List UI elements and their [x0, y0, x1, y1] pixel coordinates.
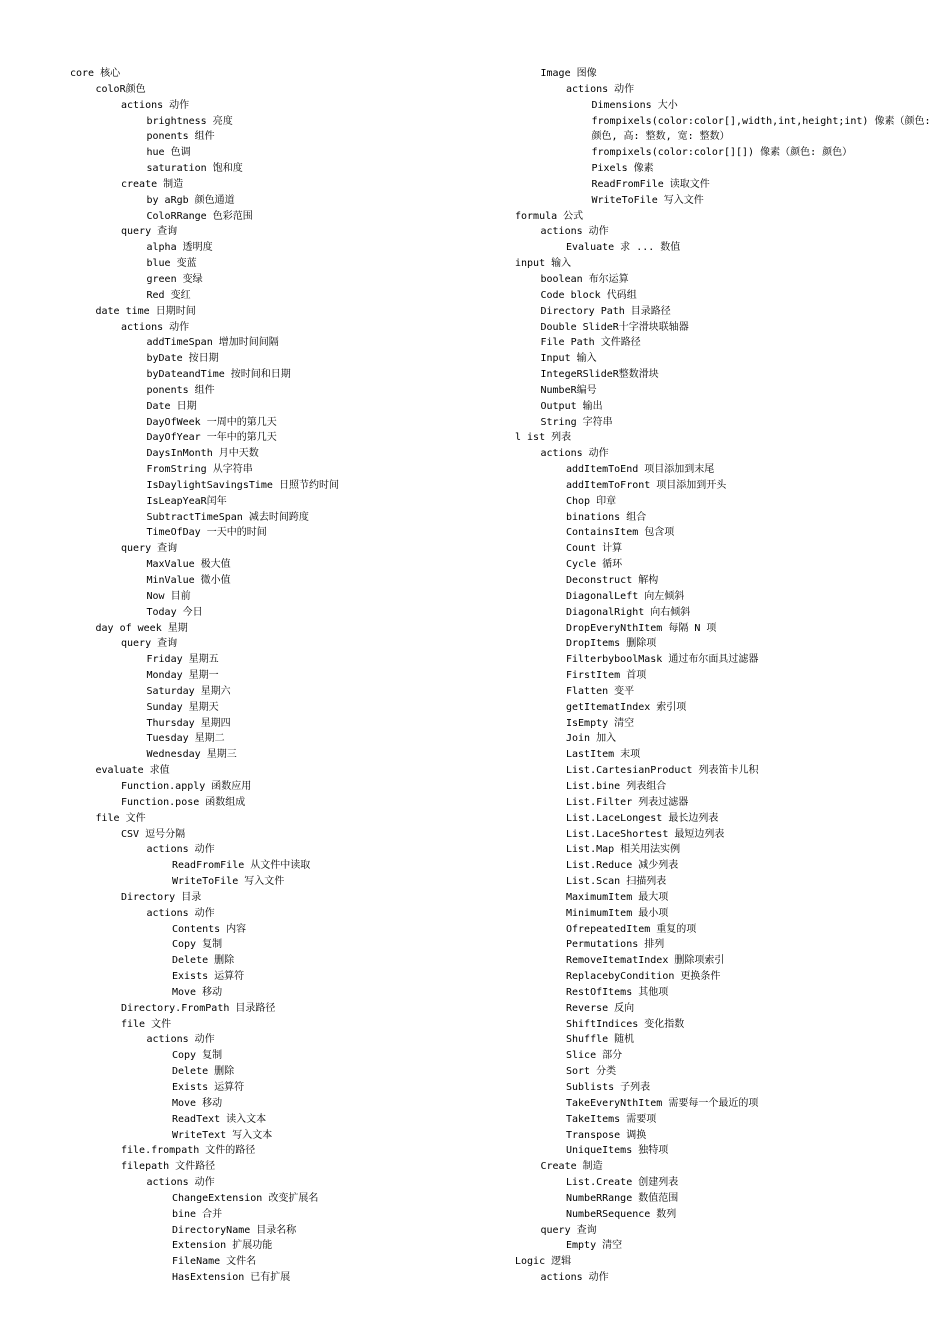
tree-item: RemoveItematIndex 删除项索引: [566, 955, 725, 967]
tree-item: ReadFromFile 从文件中读取: [172, 860, 311, 872]
tree-item: hue 色调: [146, 147, 191, 159]
tree-item: Friday 星期五: [146, 654, 219, 666]
tree-item: Extension 扩展功能: [172, 1240, 273, 1252]
tree-item: Tuesday 星期二: [146, 733, 225, 745]
tree-item: ChangeExtension 改变扩展名: [172, 1192, 319, 1204]
tree-item: Output 输出: [540, 400, 603, 412]
tree-item: MaxValue 极大值: [146, 559, 231, 571]
tree-item: ReplacebyCondition 更换条件: [566, 971, 721, 983]
tree-item: UniqueItems 独特项: [566, 1145, 669, 1157]
tree-item: TakeItems 需要项: [566, 1113, 657, 1125]
tree-item: Now 目前: [146, 590, 191, 602]
tree-item: byDate 按日期: [146, 353, 219, 365]
tree-item: TimeOfDay 一天中的时间: [146, 527, 267, 539]
tree-item: file.frompath 文件的路径: [121, 1145, 256, 1157]
tree-item: Move 移动: [172, 1097, 223, 1109]
tree-item: Exists 运算符: [172, 971, 245, 983]
tree-item: Monday 星期一: [146, 670, 219, 682]
tree-item: List.bine 列表组合: [566, 780, 667, 792]
tree-item: ReadText 读入文本: [172, 1113, 267, 1125]
tree-item: FilterbyboolMask 通过布尔面具过滤器: [566, 654, 759, 666]
tree-item: Join 加入: [566, 733, 617, 745]
tree-item: day of week 星期: [95, 622, 188, 634]
tree-item: List.LaceShortest 最短边列表: [566, 828, 725, 840]
tree-item: List.LaceLongest 最长边列表: [566, 812, 719, 824]
tree-item: boolean 布尔运算: [540, 273, 629, 285]
tree-item: File Path 文件路径: [540, 337, 641, 349]
tree-item: HasExtension 已有扩展: [172, 1272, 291, 1284]
tree-item: getItematIndex 索引项: [566, 701, 687, 713]
tree-item: Red 变红: [146, 289, 191, 301]
tree-item: Copy 复制: [172, 939, 223, 951]
tree-item: Pixels 像素: [591, 163, 654, 175]
tree-item: Evaluate 求 ... 数值: [566, 242, 681, 254]
tree-item: formula 公式: [515, 210, 584, 222]
tree-item: Slice 部分: [566, 1050, 623, 1062]
tree-item: Thursday 星期四: [146, 717, 231, 729]
tree-item: by aRgb 颜色通道: [146, 194, 235, 206]
tree-item: actions 动作: [121, 321, 190, 333]
tree-item: Code block 代码组: [540, 289, 637, 301]
tree-item: Permutations 排列: [566, 939, 665, 951]
tree-item: WriteToFile 写入文件: [591, 194, 704, 206]
tree-item: date time 日期时间: [95, 305, 196, 317]
tree-item: blue 变蓝: [146, 258, 197, 270]
tree-item: IsDaylightSavingsTime 日照节约时间: [146, 479, 339, 491]
tree-item: bine 合并: [172, 1208, 223, 1220]
tree-item: ReadFromFile 读取文件: [591, 178, 710, 190]
tree-item: ponents 组件: [146, 131, 215, 143]
tree-item: Image 图像: [540, 68, 597, 79]
tree-item: filepath 文件路径: [121, 1161, 216, 1173]
tree-item: Directory.FromPath 目录路径: [121, 1002, 276, 1014]
tree-item: evaluate 求值: [95, 765, 170, 777]
right-column: [515, 66, 940, 1286]
tree-item: actions 动作: [566, 83, 635, 95]
tree-item: ColoRRange 色彩范围: [146, 210, 253, 222]
tree-item: 颜色, 高: 整数, 宽: 整数）: [591, 131, 730, 143]
tree-item: l ist 列表: [515, 432, 572, 444]
tree-item: Move 移动: [172, 986, 223, 998]
tree-item: coloR颜色: [95, 83, 146, 95]
tree-item: frompixels(color:color[][]) 像素（颜色: 颜色）: [591, 147, 853, 159]
tree-item: Copy 复制: [172, 1050, 223, 1062]
tree-item: FromString 从字符串: [146, 464, 253, 476]
tree-item: DaysInMonth 月中天数: [146, 448, 259, 460]
tree-item: TakeEveryNthItem 需要每一个最近的项: [566, 1097, 759, 1109]
tree-item: FileName 文件名: [172, 1256, 257, 1268]
tree-item: Create 制造: [540, 1161, 603, 1173]
tree-item: List.Scan 扫描列表: [566, 876, 667, 888]
tree-item: actions 动作: [146, 907, 215, 919]
tree-item: query 查询: [121, 226, 178, 238]
tree-item: Wednesday 星期三: [146, 749, 237, 761]
tree-item: Sublists 子列表: [566, 1082, 651, 1093]
tree-item: List.Create 创建列表: [566, 1177, 679, 1189]
tree-item: Delete 删除: [172, 1066, 235, 1078]
tree-item: Function.apply 函数应用: [121, 780, 252, 792]
tree-item: Saturday 星期六: [146, 685, 231, 697]
tree-item: MaximumItem 最大项: [566, 891, 669, 903]
tree-item: IntegeRSlideR整数滑块: [540, 369, 659, 381]
tree-item: green 变绿: [146, 273, 203, 285]
tree-item: List.Map 相关用法实例: [566, 844, 681, 856]
tree-item: NumbeRRange 数值范围: [566, 1192, 679, 1204]
tree-item: file 文件: [121, 1018, 172, 1030]
tree-item: create 制造: [121, 178, 184, 190]
tree-item: Delete 删除: [172, 955, 235, 967]
tree-item: String 字符串: [540, 416, 613, 428]
tree-item: addItemToEnd 项目添加到末尾: [566, 464, 715, 476]
tree-item: actions 动作: [540, 448, 609, 460]
tree-item: Cycle 循环: [566, 559, 623, 571]
tree-item: Exists 运算符: [172, 1082, 245, 1093]
tree-item: DiagonalLeft 向左倾斜: [566, 590, 685, 602]
tree-item: LastItem 末项: [566, 749, 641, 761]
tree-item: file 文件: [95, 812, 146, 824]
tree-item: Sort 分类: [566, 1066, 617, 1078]
tree-item: brightness 亮度: [146, 115, 233, 127]
tree-item: actions 动作: [146, 1177, 215, 1189]
tree-item: Shuffle 随机: [566, 1034, 635, 1046]
tree-item: addTimeSpan 增加时间间隔: [146, 337, 279, 349]
tree-item: IsLeapYeaR闰年: [146, 495, 227, 507]
tree-item: DiagonalRight 向右倾斜: [566, 606, 691, 618]
tree-item: frompixels(color:color[],width,int,height;int) 像素（颜色:: [591, 115, 931, 127]
tree-item: Flatten 变平: [566, 685, 635, 697]
tree-item: Input 输入: [540, 353, 597, 365]
tree-item: query 查询: [121, 543, 178, 555]
tree-item: Sunday 星期天: [146, 701, 219, 713]
tree-item: List.Reduce 减少列表: [566, 860, 679, 872]
tree-item: MinimumItem 最小项: [566, 907, 669, 919]
tree-item: IsEmpty 清空: [566, 717, 635, 729]
tree-item: actions 动作: [146, 844, 215, 856]
tree-item: input 输入: [515, 258, 572, 270]
tree-item: actions 动作: [121, 99, 190, 111]
tree-item: Reverse 反向: [566, 1002, 635, 1014]
tree-item: saturation 饱和度: [146, 163, 243, 175]
tree-item: Today 今日: [146, 606, 203, 618]
tree-item: query 查询: [540, 1224, 597, 1236]
tree-item: ponents 组件: [146, 384, 215, 396]
tree-item: OfrepeatedItem 重复的项: [566, 923, 697, 935]
tree-item: Contents 内容: [172, 923, 247, 935]
tree-item: Logic 逻辑: [515, 1256, 572, 1268]
tree-item: Date 日期: [146, 400, 197, 412]
tree-item: DropEveryNthItem 每隔 N 项: [566, 622, 717, 634]
tree-item: Transpose 调换: [566, 1129, 647, 1141]
tree-item: core 核心: [70, 68, 121, 79]
tree-item: Dimensions 大小: [591, 99, 678, 111]
tree-item: Empty 清空: [566, 1240, 623, 1252]
tree-item: RestOfItems 其他项: [566, 986, 669, 998]
tree-item: List.Filter 列表过滤器: [566, 796, 689, 808]
tree-item: NumbeRSequence 数列: [566, 1208, 677, 1220]
tree-item: Function.pose 函数组成: [121, 796, 246, 808]
tree-item: binations 组合: [566, 511, 647, 523]
tree-item: FirstItem 首项: [566, 670, 647, 682]
tree-item: ContainsItem 包含项: [566, 527, 675, 539]
tree-item: NumbeR编号: [540, 384, 597, 396]
tree-item: Count 计算: [566, 543, 623, 555]
tree-item: Deconstruct 解构: [566, 575, 659, 586]
tree-item: CSV 逗号分隔: [121, 828, 186, 840]
tree-item: DirectoryName 目录名称: [172, 1224, 297, 1236]
left-column: [70, 66, 500, 1286]
tree-item: Directory Path 目录路径: [540, 305, 671, 317]
tree-item: query 查询: [121, 638, 178, 650]
tree-item: Directory 目录: [121, 891, 202, 903]
tree-item: alpha 透明度: [146, 242, 213, 254]
tree-item: SubtractTimeSpan 减去时间跨度: [146, 511, 309, 523]
tree-item: DayOfWeek 一周中的第几天: [146, 416, 277, 428]
tree-item: List.CartesianProduct 列表笛卡儿积: [566, 765, 759, 777]
tree-item: DayOfYear 一年中的第几天: [146, 432, 277, 444]
tree-item: addItemToFront 项目添加到开头: [566, 479, 727, 491]
tree-item: ShiftIndices 变化指数: [566, 1018, 685, 1030]
tree-item: MinValue 微小值: [146, 575, 231, 586]
tree-item: byDateandTime 按时间和日期: [146, 369, 291, 381]
tree-item: Double SlideR十字滑块联轴器: [540, 321, 689, 333]
tree-item: WriteText 写入文本: [172, 1129, 273, 1141]
tree-item: actions 动作: [146, 1034, 215, 1046]
tree-item: DropItems 删除项: [566, 638, 657, 650]
tree-item: actions 动作: [540, 226, 609, 238]
tree-item: actions 动作: [540, 1272, 609, 1284]
tree-item: WriteToFile 写入文件: [172, 876, 285, 888]
tree-item: Chop 印章: [566, 495, 617, 507]
